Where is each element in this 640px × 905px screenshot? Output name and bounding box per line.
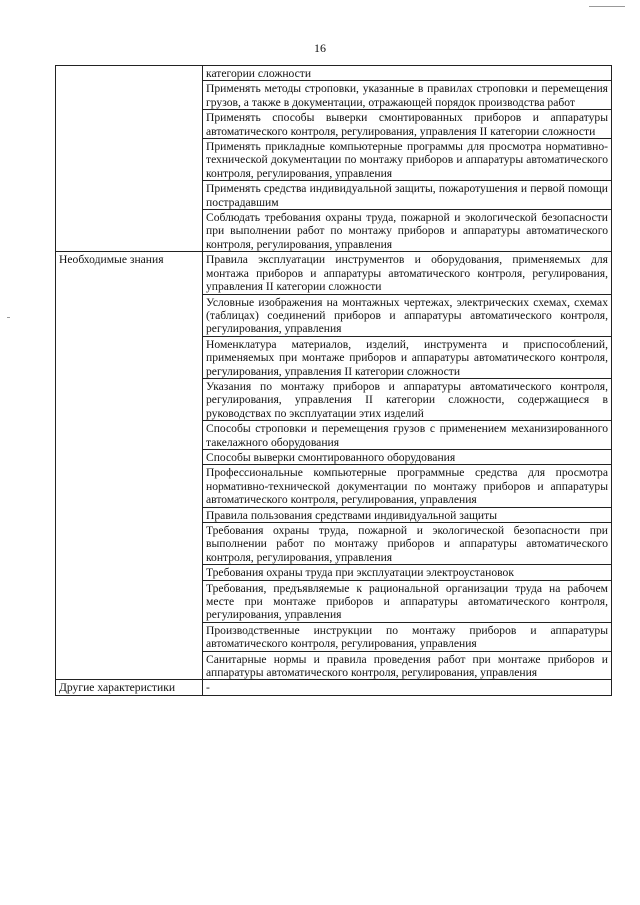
knowledge-item: Требования охраны труда, пожарной и экологической безопасности при выполнении работ по монтажу приборов и аппаратуры автоматического контроля, регулирования, управления [203, 523, 612, 565]
other-label: Другие характеристики [56, 680, 203, 695]
skill-item: Применять прикладные компьютерные программы для просмотра нормативно-технической документации по монтажу приборов и аппаратуры автоматического контроля, регулирования, управления [203, 139, 612, 181]
page-number: 16 [314, 41, 326, 55]
skill-item: Применять средства индивидуальной защиты, пожаротушения и первой помощи пострадавшим [203, 181, 612, 210]
table-row [56, 252, 612, 294]
knowledge-item: Правила эксплуатации инструментов и оборудования, применяемых для монтажа приборов и аппаратуры автоматического контроля, регулирования, управления II категории сложности [203, 252, 612, 294]
knowledge-item: Требования, предъявляемые к рациональной организации труда на рабочем месте при монтаже приборов и аппаратуры автоматического контроля, регулирования, управления [203, 580, 612, 622]
empty-label-cell [56, 66, 203, 252]
other-value: - [203, 680, 612, 695]
knowledge-item: Профессиональные компьютерные программные средства для просмотра нормативно-технической документации по монтажу приборов и аппаратуры автоматического контроля, регулирования, управления [203, 465, 612, 507]
skill-item: Применять методы строповки, указанные в правилах строповки и перемещения грузов, а также в документации, отражающей порядок производства работ [203, 81, 612, 110]
knowledge-item: Номенклатура материалов, изделий, инструмента и приспособлений, применяемых при монтаже приборов и аппаратуры автоматического контроля, регулирования, управления II категории сложности [203, 336, 612, 378]
knowledge-label: Необходимые знания [56, 252, 203, 680]
table-row [56, 66, 612, 81]
skill-item: Применять способы выверки смонтированных приборов и аппаратуры автоматического контроля, регулирования, управления II категории сложности [203, 110, 612, 139]
table-row [56, 680, 612, 695]
knowledge-item: Условные изображения на монтажных чертежах, электрических схемах, схемах (таблицах) соединений приборов и аппаратуры автоматического контроля, регулирования, управления [203, 294, 612, 336]
knowledge-item: Правила пользования средствами индивидуальной защиты [203, 507, 612, 522]
knowledge-item: Санитарные нормы и правила проведения работ при монтаже приборов и аппаратуры автоматического контроля, регулирования, управления [203, 651, 612, 680]
scan-mark [589, 6, 625, 7]
scan-mark [7, 317, 10, 318]
knowledge-item: Указания по монтажу приборов и аппаратуры автоматического контроля, регулирования, управления II категории сложности, содержащиеся в руководствах по эксплуатации этих изделий [203, 378, 612, 420]
skill-item: Соблюдать требования охраны труда, пожарной и экологической безопасности при выполнении работ по монтажу приборов и аппаратуры автоматического контроля, регулирования, управления [203, 210, 612, 252]
knowledge-item: Способы строповки и перемещения грузов с применением механизированного такелажного оборудования [203, 421, 612, 450]
knowledge-item: Способы выверки смонтированного оборудования [203, 449, 612, 464]
skill-item: категории сложности [203, 66, 612, 81]
qualification-table [55, 65, 612, 696]
knowledge-item: Требования охраны труда при эксплуатации электроустановок [203, 565, 612, 580]
knowledge-item: Производственные инструкции по монтажу приборов и аппаратуры автоматического контроля, регулирования, управления [203, 622, 612, 651]
